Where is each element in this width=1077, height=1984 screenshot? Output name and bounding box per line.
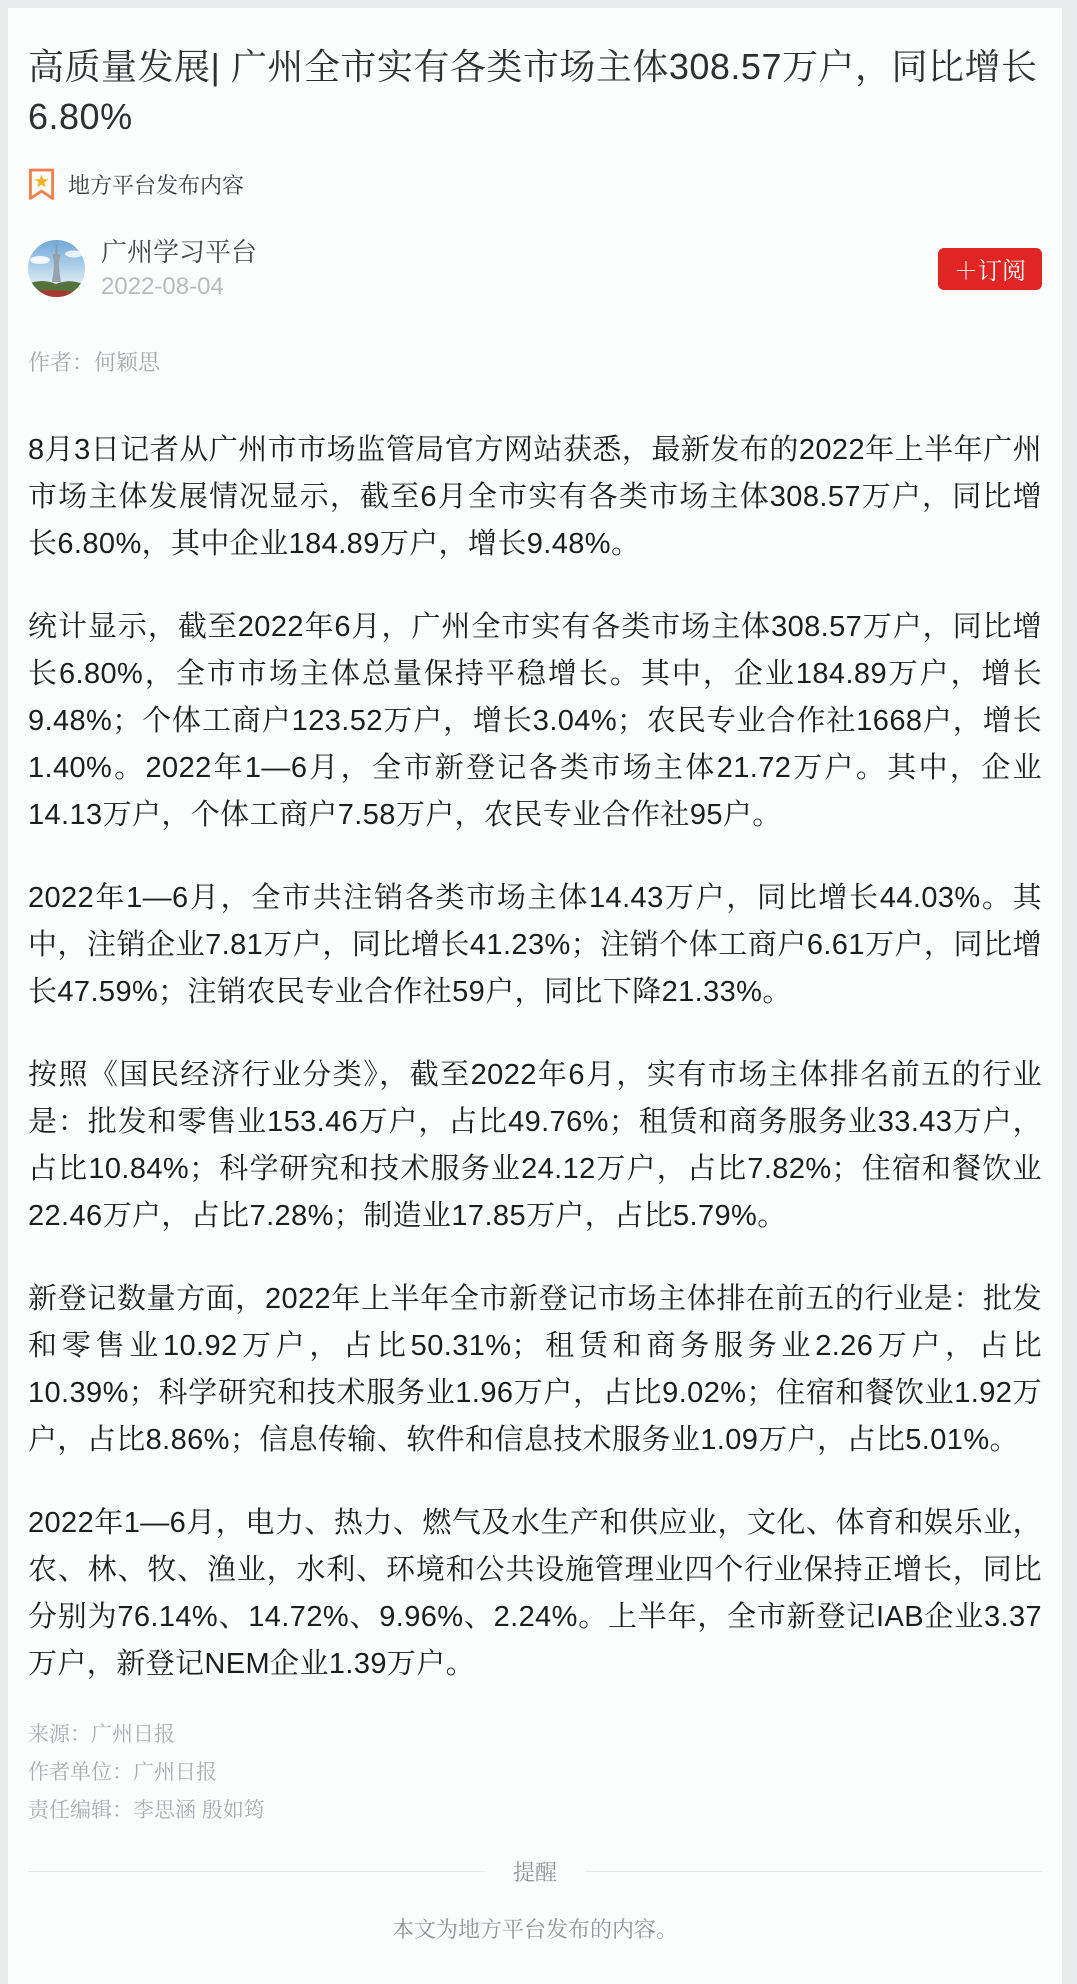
paragraph: 统计显示，截至2022年6月，广州全市实有各类市场主体308.57万户，同比增长6.80%，全市市场主体总量保持平稳增长。其中，企业184.89万户，增长9.48%；个体工商户123.52万户，增长3.04%；农民专业合作社1668户，增长1.40%。2022年1—6月，全市新登记各类市场主体21.72万户。其中，企业14.13万户，个体工商户7.58万户，农民专业合作社95户。 [28,611,1042,831]
avatar[interactable] [28,240,85,297]
origin-badge-label: 地方平台发布内容 [68,173,245,198]
paragraph: 8月3日记者从广州市市场监管局官方网站获悉，最新发布的2022年上半年广州市场主体发展情况显示，截至6月全市实有各类市场主体308.57万户，同比增长6.80%，其中企业184.89万户，增长9.48%。 [28,434,1042,560]
article-meta [28,1716,1042,1830]
author-info [101,237,257,300]
meta-author-unit: 作者单位：广州日报 [28,1761,217,1784]
page-background [0,8,1077,1942]
paragraph: 按照《国民经济行业分类》，截至2022年6月，实有市场主体排名前五的行业是：批发和零售业153.46万户，占比49.76%；租赁和商务服务业33.43万户，占比10.84%；科学研究和技术服务业24.12万户，占比7.82%；住宿和餐饮业22.46万户，占比7.28%；制造业17.85万户，占比5.79%。 [28,1059,1042,1232]
divider-line-left [28,1871,485,1872]
paragraph: 2022年1—6月，全市共注销各类市场主体14.43万户，同比增长44.03%。其中，注销企业7.81万户，同比增长41.23%；注销个体工商户6.61万户，同比增长47.59%；注销农民专业合作社59户，同比下降21.33%。 [28,882,1042,1008]
author-name[interactable]: 广州学习平台 [101,237,258,267]
author-row [28,237,1042,300]
article-card [8,8,1062,1984]
article-body [28,427,1042,1688]
subscribe-button[interactable]: ＋订阅 [938,248,1042,290]
notice-divider [28,1856,1042,1887]
origin-badge [28,168,1042,201]
meta-source: 来源：广州日报 [28,1723,175,1746]
notice-text: 本文为地方平台发布的内容。 [391,1917,678,1942]
article-title: 高质量发展| 广州全市实有各类市场主体308.57万户，同比增长6.80% [28,46,1038,137]
divider-line-right [585,1871,1042,1872]
paragraph: 2022年1—6月，电力、热力、燃气及水生产和供应业，文化、体育和娱乐业，农、林、牧、渔业，水利、环境和公共设施管理业四个行业保持正增长，同比分别为76.14%、14.72%、9.96%、2.24%。上半年，全市新登记IAB企业3.37万户，新登记NEM企业1.39万户。 [28,1507,1042,1680]
publish-date: 2022-08-04 [101,273,224,300]
paragraph: 新登记数量方面，2022年上半年全市新登记市场主体排在前五的行业是：批发和零售业10.92万户，占比50.31%；租赁和商务服务业2.26万户，占比10.39%；科学研究和技术服务业1.96万户，占比9.02%；住宿和餐饮业1.92万户，占比8.86%；信息传输、软件和信息技术服务业1.09万户，占比5.01%。 [28,1283,1042,1456]
notice-title: 提醒 [513,1860,558,1885]
bookmark-star-icon [28,168,55,201]
meta-editor: 责任编辑：李思涵 殷如筠 [28,1799,265,1822]
byline: 作者：何颖思 [28,350,161,375]
